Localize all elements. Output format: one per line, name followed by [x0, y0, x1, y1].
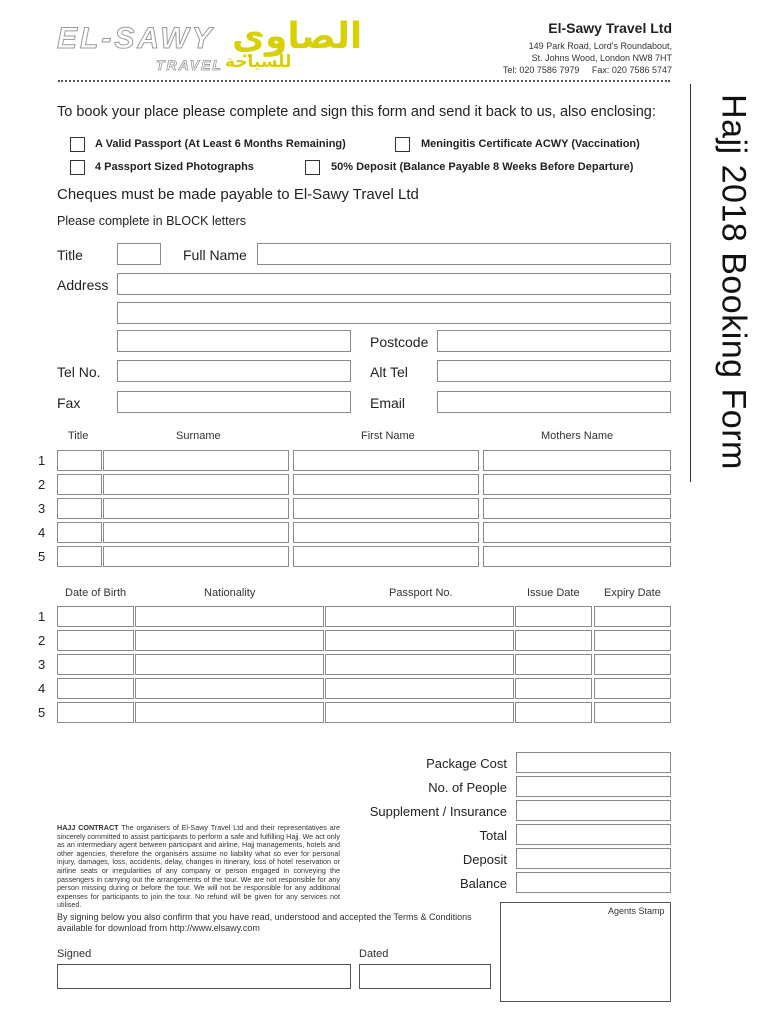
- passport-cell[interactable]: [135, 702, 324, 723]
- req-passport-checkbox[interactable]: [70, 137, 85, 152]
- row-number: 1: [38, 609, 46, 624]
- names-cell[interactable]: [103, 474, 289, 495]
- contract-text: The organisers of El-Sawy Travel Ltd and their representatives are sincerely committed to assist participants to perform a safe and fulfilling Hajj. We act only as an intermediary agent between participant and airline, Hajj managements, hotels and other agencies, therefore the organisers assume no liability what so ever for personal injury, damages, loss, accidents, delay, changes in itinerary, loss of hotel reservation or airline seats or irregularities of any company or person engaged in conveying the passengers in carrying out the arrangements of the tour. We are not responsible for any person missing during or before the tour. We will not be responsible for any additional expenses for participants to join the tour. No refund will be given for any services not utilised.: [57, 823, 340, 910]
- row-number: 1: [38, 453, 46, 468]
- company-tel: Tel: 020 7586 7979: [502, 65, 580, 75]
- fax-field[interactable]: [117, 391, 351, 413]
- logo-sub-latin: TRAVEL: [156, 57, 223, 73]
- cheques-note: Cheques must be made payable to El-Sawy Travel Ltd: [57, 186, 419, 203]
- passport-cell[interactable]: [135, 606, 324, 627]
- address-line-3[interactable]: [117, 330, 351, 352]
- passport-cell[interactable]: [515, 702, 592, 723]
- cost-field[interactable]: [516, 848, 671, 869]
- names-cell[interactable]: [103, 450, 289, 471]
- confirm-line-2: available for download from http://www.elsawy.com: [57, 923, 260, 933]
- passport-cell[interactable]: [57, 702, 134, 723]
- row-number: 4: [38, 681, 46, 696]
- names-cell[interactable]: [483, 522, 671, 543]
- postcode-field[interactable]: [437, 330, 671, 352]
- t1-header-surname: Surname: [176, 430, 221, 442]
- cost-field[interactable]: [516, 800, 671, 821]
- t1-header-title: Title: [68, 430, 89, 442]
- agents-stamp-box: [500, 902, 671, 1002]
- cost-field[interactable]: [516, 872, 671, 893]
- req-photos-checkbox[interactable]: [70, 160, 85, 175]
- names-cell[interactable]: [293, 522, 479, 543]
- passport-cell[interactable]: [594, 702, 671, 723]
- passport-cell[interactable]: [325, 654, 514, 675]
- names-cell[interactable]: [293, 474, 479, 495]
- block-letters-note: Please complete in BLOCK letters: [57, 214, 246, 228]
- tel-field[interactable]: [117, 360, 351, 382]
- passport-cell[interactable]: [594, 678, 671, 699]
- t2-header-nationality: Nationality: [204, 587, 256, 599]
- company-address-1: 149 Park Road, Lord's Roundabout,: [528, 41, 672, 51]
- passport-cell[interactable]: [325, 678, 514, 699]
- cost-label: No. of People: [428, 780, 507, 795]
- names-cell[interactable]: [103, 522, 289, 543]
- cost-label: Total: [479, 828, 507, 843]
- passport-cell[interactable]: [57, 606, 134, 627]
- names-cell[interactable]: [483, 498, 671, 519]
- company-name: El-Sawy Travel Ltd: [548, 20, 672, 36]
- t2-header-dob: Date of Birth: [65, 587, 127, 599]
- names-cell[interactable]: [57, 546, 102, 567]
- alt-tel-field[interactable]: [437, 360, 671, 382]
- names-cell[interactable]: [103, 498, 289, 519]
- header-divider: [58, 80, 670, 82]
- full-name-field[interactable]: [257, 243, 671, 265]
- passport-cell[interactable]: [135, 654, 324, 675]
- t1-header-first-name: First Name: [361, 430, 415, 442]
- address-label: Address: [57, 277, 109, 293]
- logo-sub-arabic: للسياحة: [225, 52, 292, 72]
- passport-cell[interactable]: [515, 678, 592, 699]
- row-number: 2: [38, 477, 46, 492]
- cost-field[interactable]: [516, 824, 671, 845]
- names-cell[interactable]: [57, 498, 102, 519]
- date-field[interactable]: [359, 964, 491, 989]
- passport-cell[interactable]: [515, 630, 592, 651]
- names-cell[interactable]: [483, 546, 671, 567]
- passport-cell[interactable]: [135, 630, 324, 651]
- passport-cell[interactable]: [515, 606, 592, 627]
- cost-label: Package Cost: [426, 756, 507, 771]
- row-number: 2: [38, 633, 46, 648]
- names-cell[interactable]: [293, 546, 479, 567]
- names-cell[interactable]: [57, 450, 102, 471]
- passport-cell[interactable]: [57, 678, 134, 699]
- names-cell[interactable]: [293, 498, 479, 519]
- alt-tel-label: Alt Tel: [370, 364, 408, 380]
- names-cell[interactable]: [103, 546, 289, 567]
- names-cell[interactable]: [57, 522, 102, 543]
- passport-cell[interactable]: [594, 606, 671, 627]
- passport-cell[interactable]: [594, 654, 671, 675]
- passport-cell[interactable]: [325, 702, 514, 723]
- req-passport-label: A Valid Passport (At Least 6 Months Remaining): [95, 138, 346, 150]
- title-rule: [690, 84, 691, 482]
- title-field[interactable]: [117, 243, 161, 265]
- passport-cell[interactable]: [57, 630, 134, 651]
- passport-cell[interactable]: [135, 678, 324, 699]
- passport-cell[interactable]: [325, 606, 514, 627]
- passport-cell[interactable]: [57, 654, 134, 675]
- form-title: Hajj 2018 Booking Form: [714, 94, 753, 470]
- t2-header-passport: Passport No.: [389, 587, 453, 599]
- email-label: Email: [370, 395, 406, 411]
- cost-label: Deposit: [462, 852, 507, 867]
- names-cell[interactable]: [483, 474, 671, 495]
- req-meningitis-checkbox[interactable]: [395, 137, 410, 152]
- row-number: 3: [38, 657, 46, 672]
- passport-cell[interactable]: [325, 630, 514, 651]
- company-info: [503, 20, 672, 76]
- row-number: 5: [38, 549, 46, 564]
- req-meningitis-label: Meningitis Certificate ACWY (Vaccination): [421, 138, 640, 150]
- req-photos-label: 4 Passport Sized Photographs: [95, 161, 254, 173]
- company-phone: [503, 64, 672, 76]
- names-cell[interactable]: [293, 450, 479, 471]
- passport-cell[interactable]: [515, 654, 592, 675]
- hajj-contract: [57, 824, 340, 910]
- t2-header-issue-date: Issue Date: [527, 587, 580, 599]
- postcode-label: Postcode: [370, 334, 429, 350]
- names-cell[interactable]: [57, 474, 102, 495]
- cost-field[interactable]: [516, 776, 671, 797]
- signed-label: Signed: [57, 948, 92, 960]
- signature-field[interactable]: [57, 964, 351, 989]
- fax-label: Fax: [57, 395, 81, 411]
- req-deposit-checkbox[interactable]: [305, 160, 320, 175]
- logo-arabic: الصاوي: [232, 16, 363, 57]
- full-name-label: Full Name: [183, 247, 247, 263]
- tel-label: Tel No.: [57, 364, 101, 380]
- company-fax: Fax: 020 7586 5747: [591, 65, 672, 75]
- confirm-line-1: By signing below you also confirm that you have read, understood and accepted the Terms & Conditions: [57, 912, 472, 922]
- dated-label: Dated: [359, 948, 389, 960]
- cost-field[interactable]: [516, 752, 671, 773]
- req-deposit-label: 50% Deposit (Balance Payable 8 Weeks Before Departure): [331, 161, 634, 173]
- names-cell[interactable]: [483, 450, 671, 471]
- passport-cell[interactable]: [594, 630, 671, 651]
- logo-latin: EL-SAWY: [57, 22, 215, 55]
- address-line-1[interactable]: [117, 273, 671, 295]
- cost-label: Balance: [460, 876, 507, 891]
- title-label: Title: [57, 247, 83, 263]
- cost-label: Supplement / Insurance: [369, 804, 507, 819]
- agents-stamp-label: Agents Stamp: [608, 906, 665, 916]
- email-field[interactable]: [437, 391, 671, 413]
- t2-header-expiry-date: Expiry Date: [604, 587, 661, 599]
- address-line-2[interactable]: [117, 302, 671, 324]
- company-address-2: St. Johns Wood, London NW8 7HT: [531, 53, 672, 63]
- intro-text: To book your place please complete and sign this form and send it back to us, also enclosing:: [57, 104, 656, 120]
- row-number: 5: [38, 705, 46, 720]
- contract-title: HAJJ CONTRACT: [57, 823, 119, 832]
- row-number: 3: [38, 501, 46, 516]
- row-number: 4: [38, 525, 46, 540]
- t1-header-mothers-name: Mothers Name: [541, 430, 614, 442]
